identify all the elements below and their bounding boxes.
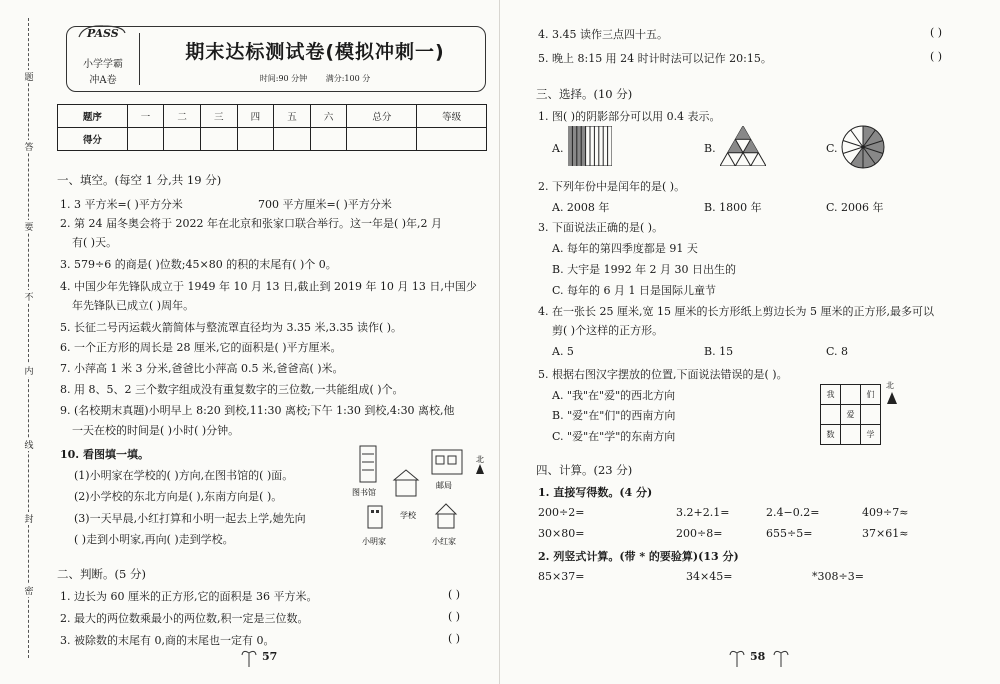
question-text: 7. 小萍高 1 米 3 分米,爸爸比小萍高 0.5 米,爸爸高( )米。	[60, 362, 344, 375]
question-text: 剪( )个这样的正方形。	[552, 324, 664, 337]
score-header-cell: 六	[310, 105, 347, 128]
character-grid	[820, 384, 881, 445]
north-arrow-icon	[476, 464, 484, 474]
calc-item: 85×37=	[538, 570, 585, 583]
binding-char: 要	[24, 220, 34, 233]
score-cell[interactable]	[164, 128, 201, 151]
question-text: 700 平方厘米=( )平方分米	[258, 198, 392, 211]
score-header-cell: 一	[127, 105, 164, 128]
calc-item: 655÷5=	[766, 527, 813, 540]
question-text: 5. 根据右图汉字摆放的位置,下面说法错误的是( )。	[538, 368, 788, 381]
calc-item: 2.4−0.2=	[766, 506, 820, 519]
xiaoming-house-icon	[368, 506, 382, 528]
xiaohong-house-icon	[436, 504, 456, 528]
question-text: 2. 第 24 届冬奥会将于 2022 年在北京和张家口联合举行。这一年是( )年,2 月	[60, 217, 443, 230]
binding-char: 线	[24, 438, 34, 451]
question-text: 1. 3 平方米=( )平方分米	[60, 198, 183, 211]
calc-item: 409÷7≈	[862, 506, 909, 519]
question-text: ( )走到小明家,再向( )走到学校。	[74, 533, 234, 546]
score-cell[interactable]	[200, 128, 237, 151]
map-label-library: 图书馆	[352, 488, 376, 497]
question-text: 10. 看图填一填。	[60, 448, 149, 461]
grid-cell: 我	[821, 385, 841, 405]
school-building-icon	[394, 470, 418, 496]
triangle-figure-icon	[720, 126, 766, 166]
question-text: 2. 最大的两位数乘最小的两位数,积一定是三位数。	[60, 612, 309, 625]
binding-char: 题	[24, 70, 34, 83]
circle-figure-icon	[840, 124, 886, 170]
grid-cell	[841, 425, 861, 445]
map-label-xh: 小红家	[432, 537, 456, 546]
score-header-cell: 二	[164, 105, 201, 128]
calc-item: 30×80=	[538, 527, 585, 540]
question-text: 8. 用 8、5、2 三个数字组成没有重复数字的三位数,一共能组成( )个。	[60, 383, 404, 396]
section-title-calc: 四、计算。(23 分)	[536, 463, 633, 477]
answer-paren[interactable]: ( )	[930, 50, 943, 63]
question-text: 有( )天。	[72, 236, 118, 249]
map-label-school: 学校	[400, 511, 416, 520]
option-text: A. 2008 年	[552, 201, 610, 214]
section-title-judge: 二、判断。(5 分)	[57, 567, 146, 581]
north-arrow-icon	[887, 392, 897, 404]
right-page	[500, 0, 1000, 684]
pass-logo-icon	[73, 23, 131, 41]
answer-paren[interactable]: ( )	[448, 632, 461, 645]
leaf-ornament-icon	[240, 647, 258, 669]
calc-item: 34×45=	[686, 570, 733, 583]
option-label: A.	[552, 142, 564, 155]
option-text: C. "爱"在"学"的东南方向	[552, 430, 676, 443]
exam-header	[66, 26, 486, 92]
question-text: 1. 图( )的阴影部分可以用 0.4 表示。	[538, 110, 721, 123]
score-header-cell: 等级	[417, 105, 487, 128]
grid-cell: 爱	[841, 405, 861, 425]
question-text: 9. (名校期末真题)小明早上 8:20 到校,11:30 离校;下午 1:30 到校,4:30 离校,他	[60, 404, 455, 417]
score-header-cell: 五	[274, 105, 311, 128]
section-title-fill: 一、填空。(每空 1 分,共 19 分)	[57, 173, 222, 187]
calc-item: 37×61≈	[862, 527, 909, 540]
score-header-cell: 题序	[58, 105, 128, 128]
library-building-icon	[360, 446, 376, 482]
option-text: A. 每年的第四季度都是 91 天	[552, 242, 698, 255]
bars-figure-icon	[568, 126, 612, 166]
option-label: B.	[704, 142, 716, 155]
option-text: B. 大宇是 1992 年 2 月 30 日出生的	[552, 263, 737, 276]
map-label-xm: 小明家	[362, 537, 386, 546]
brand-name: 小学学霸	[83, 59, 123, 70]
option-text: A. "我"在"爱"的西北方向	[552, 389, 676, 402]
section-title-choice: 三、选择。(10 分)	[536, 87, 633, 101]
question-text: 2. 下列年份中是闰年的是( )。	[538, 180, 686, 193]
north-label: 北	[886, 381, 894, 390]
score-cell[interactable]	[274, 128, 311, 151]
question-text: 3. 579÷6 的商是( )位数;45×80 的积的末尾有( )个 0。	[60, 258, 337, 271]
score-cell[interactable]	[127, 128, 164, 151]
binding-char: 密	[24, 584, 34, 597]
option-text: B. 1800 年	[704, 201, 762, 214]
calc-item: 200÷8=	[676, 527, 723, 540]
question-text: (1)小明家在学校的( )方向,在图书馆的( )面。	[74, 469, 294, 482]
exam-meta	[147, 73, 483, 84]
page-number: 58	[750, 650, 766, 663]
grid-cell: 数	[821, 425, 841, 445]
score-cell[interactable]	[310, 128, 347, 151]
subsection-title: 1. 直接写得数。(4 分)	[538, 486, 653, 499]
question-text: 1. 边长为 60 厘米的正方形,它的面积是 36 平方米。	[60, 590, 318, 603]
map-label-north: 北	[476, 455, 484, 464]
score-header-cell: 四	[237, 105, 274, 128]
grid-cell	[861, 405, 881, 425]
direction-map	[350, 440, 490, 550]
question-text: 5. 晚上 8:15 用 24 时计时法可以记作 20:15。	[538, 52, 772, 65]
binding-char: 不	[24, 290, 34, 303]
option-text: B. 15	[704, 345, 734, 358]
leaf-ornament-icon	[772, 647, 790, 669]
question-text: 3. 下面说法正确的是( )。	[538, 221, 664, 234]
calc-item: 200÷2=	[538, 506, 585, 519]
question-text: 4. 3.45 读作三点四十五。	[538, 28, 668, 41]
answer-paren[interactable]: ( )	[448, 610, 461, 623]
question-text: 年先锋队已成立( )周年。	[72, 299, 195, 312]
grid-cell: 们	[861, 385, 881, 405]
answer-paren[interactable]: ( )	[448, 588, 461, 601]
question-text: 6. 一个正方形的周长是 28 厘米,它的面积是( )平方厘米。	[60, 341, 342, 354]
page-number: 57	[262, 650, 278, 663]
option-text: C. 每年的 6 月 1 日是国际儿童节	[552, 284, 717, 297]
question-text: 4. 中国少年先锋队成立于 1949 年 10 月 13 日,截止到 2019 年 10 月 13 日,中国少	[60, 280, 477, 293]
score-cell[interactable]	[347, 128, 417, 151]
score-row-label: 得分	[58, 128, 128, 151]
leaf-ornament-icon	[728, 647, 746, 669]
grid-cell	[821, 405, 841, 425]
question-text: (3)一天早晨,小红打算和小明一起去上学,她先向	[74, 512, 306, 525]
map-label-post: 邮局	[436, 481, 452, 490]
grid-cell	[841, 385, 861, 405]
option-text: A. 5	[552, 345, 574, 358]
answer-paren[interactable]: ( )	[930, 26, 943, 39]
question-text: 5. 长征二号丙运载火箭简体与整流罩直径均为 3.35 米,3.35 读作( )。	[60, 321, 403, 334]
score-cell[interactable]	[237, 128, 274, 151]
option-text: B. "爱"在"们"的西南方向	[552, 409, 676, 422]
brand-series: 冲A卷	[89, 75, 117, 86]
calc-item: *308÷3=	[812, 570, 864, 583]
exam-time: 时间:90 分钟	[259, 74, 308, 83]
exam-title: 期末达标测试卷(模拟冲刺一)	[185, 41, 445, 63]
option-text: C. 8	[826, 345, 849, 358]
post-office-icon	[432, 450, 462, 474]
score-table	[57, 104, 487, 151]
binding-char: 答	[24, 140, 34, 153]
option-text: C. 2006 年	[826, 201, 884, 214]
question-text: 3. 被除数的末尾有 0,商的末尾也一定有 0。	[60, 634, 275, 647]
subsection-title: 2. 列竖式计算。(带 * 的要验算)(13 分)	[538, 550, 739, 563]
binding-line	[6, 18, 40, 658]
logo-text: PASS	[87, 27, 119, 40]
grid-cell: 学	[861, 425, 881, 445]
option-label: C.	[826, 142, 838, 155]
exam-full-score: 满分:100 分	[325, 74, 371, 83]
binding-char: 封	[24, 512, 34, 525]
score-header-cell: 三	[200, 105, 237, 128]
question-text: 一天在校的时间是( )小时( )分钟。	[72, 424, 240, 437]
score-cell[interactable]	[417, 128, 487, 151]
question-text: (2)小学校的东北方向是( ),东南方向是( )。	[74, 490, 283, 503]
binding-char: 内	[24, 364, 34, 377]
question-text: 4. 在一张长 25 厘米,宽 15 厘米的长方形纸上剪边长为 5 厘米的正方形,最多可以	[538, 305, 934, 318]
calc-item: 3.2+2.1=	[676, 506, 730, 519]
score-header-cell: 总分	[347, 105, 417, 128]
